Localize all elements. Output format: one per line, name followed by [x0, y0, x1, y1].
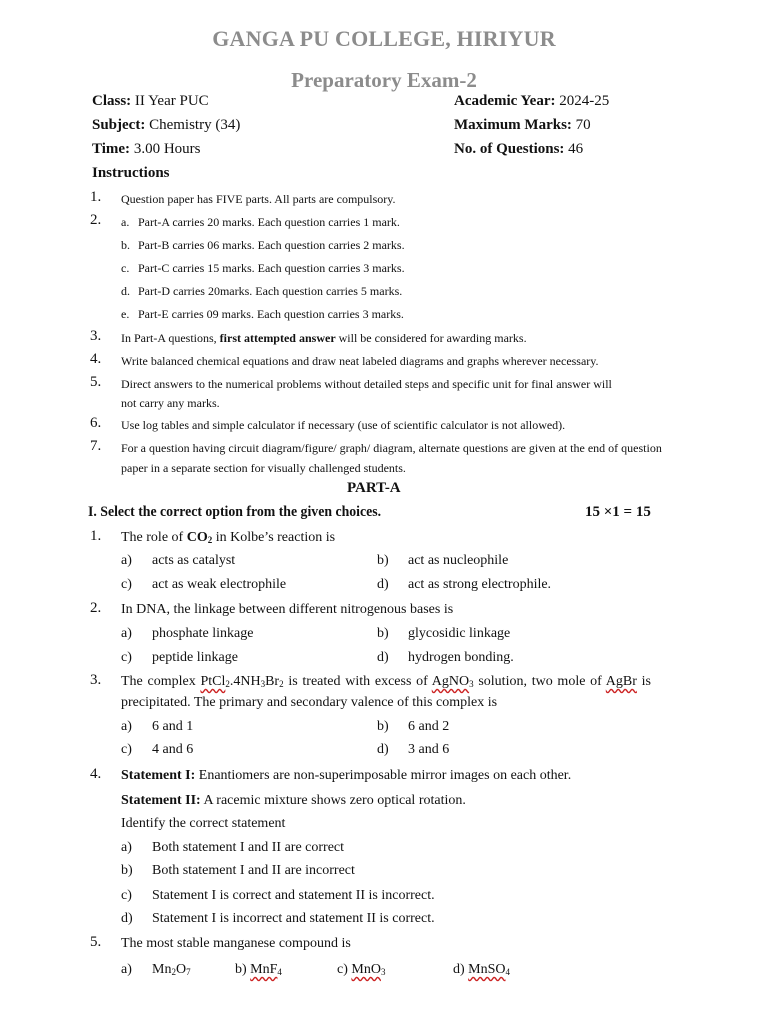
option-text: act as nucleophile — [408, 553, 509, 568]
sub-instruction-number: e. — [121, 307, 130, 321]
sub-instruction-text: Part-C carries 15 marks. Each question carries 3 marks. — [138, 261, 405, 275]
part-a-heading: PART-A — [347, 480, 401, 496]
option-text: Statement I is incorrect and statement II is correct. — [152, 911, 435, 926]
option-text: c) MnO$_3$ — [337, 962, 386, 977]
option-label: a) — [121, 840, 132, 855]
section-title: I. Select the correct option from the given choices. — [88, 504, 382, 520]
subject-info: Subject: Chemistry (34) — [92, 117, 241, 133]
question-text: In DNA, the linkage between different nitrogenous bases is — [121, 602, 454, 617]
time-info: Time: 3.00 Hours — [92, 141, 201, 157]
maximum-marks: Maximum Marks: 70 — [454, 117, 591, 133]
sub-instruction-text: Part-D carries 20marks. Each question carries 5 marks. — [138, 284, 403, 298]
instruction-text: Write balanced chemical equations and draw neat labeled diagrams and graphs wherever necessary. — [121, 354, 599, 368]
option-label: d) — [121, 911, 133, 926]
option-label: b) — [377, 553, 389, 568]
option-text: glycosidic linkage — [408, 626, 511, 641]
question-text: The most stable manganese compound is — [121, 936, 351, 951]
instructions-heading: Instructions — [92, 165, 170, 181]
question-number: 5. — [90, 934, 102, 950]
class-info: Class: II Year PUC — [92, 93, 209, 109]
option-text: 6 and 1 — [152, 719, 194, 734]
academic-year: Academic Year: 2024-25 — [454, 93, 610, 109]
exam-title: Preparatory Exam-2 — [291, 68, 477, 92]
sub-instruction-number: c. — [121, 261, 130, 275]
option-label: a) — [121, 719, 132, 734]
option-text: phosphate linkage — [152, 626, 254, 641]
question-number: 3. — [90, 672, 102, 688]
option-text: hydrogen bonding. — [408, 650, 514, 665]
question-prompt: Identify the correct statement — [121, 816, 286, 831]
instruction-text: In Part-A questions, first attempted answer will be considered for awarding marks. — [121, 331, 527, 345]
option-label: a) — [121, 626, 132, 641]
instruction-number: 4. — [90, 351, 102, 367]
instruction-text: Direct answers to the numerical problems without detailed steps and specific unit for final answer will — [121, 377, 612, 391]
option-text: Statement I is correct and statement II is incorrect. — [152, 888, 435, 903]
question-text-cont: precipitated. The primary and secondary valence of this complex is — [121, 695, 498, 710]
instruction-number: 2. — [90, 212, 102, 228]
option-label: c) — [121, 742, 132, 757]
question-text: The complex $PtCl_2.4NH_3Br_2$ is treated with excess of AgNO$_3$ solution, two mole of AgBr is — [121, 674, 651, 689]
option-text: Both statement I and II are incorrect — [152, 863, 355, 878]
option-label: b) — [377, 719, 389, 734]
option-label: b) — [121, 863, 133, 878]
instruction-text: For a question having circuit diagram/figure/ graph/ diagram, alternate questions are given at the end of question — [121, 441, 662, 455]
instruction-number: 5. — [90, 374, 102, 390]
instruction-text: Question paper has FIVE parts. All parts are compulsory. — [121, 192, 396, 206]
option-text: peptide linkage — [152, 650, 238, 665]
option-label: a) — [121, 962, 132, 977]
option-label: b) — [377, 626, 389, 641]
instruction-text-cont: not carry any marks. — [121, 396, 220, 410]
option-label: c) — [121, 577, 132, 592]
option-label: d) — [377, 742, 389, 757]
instruction-text-cont: paper in a separate section for visually challenged students. — [121, 461, 406, 475]
option-text: 3 and 6 — [408, 742, 450, 757]
option-text: acts as catalyst — [152, 553, 236, 568]
option-text: 4 and 6 — [152, 742, 194, 757]
section-marks: 15 ×1 = 15 — [585, 504, 651, 520]
sub-instruction-text: Part-B carries 06 marks. Each question carries 2 marks. — [138, 238, 405, 252]
instruction-number: 7. — [90, 438, 102, 454]
instruction-number: 6. — [90, 415, 102, 431]
sub-instruction-number: b. — [121, 238, 130, 252]
statement-one: Statement I: Enantiomers are non-superimposable mirror images on each other. — [121, 768, 572, 783]
option-text: $Mn_2O_7$ — [152, 962, 191, 977]
option-text: act as strong electrophile. — [408, 577, 552, 592]
question-number: 2. — [90, 600, 102, 616]
question-number: 1. — [90, 528, 102, 544]
option-label: d) — [377, 577, 389, 592]
sub-instruction-number: d. — [121, 284, 130, 298]
option-text: d) MnSO$_4$ — [453, 962, 511, 977]
sub-instruction-text: Part-E carries 09 marks. Each question carries 3 marks. — [138, 307, 404, 321]
sub-instruction-number: a. — [121, 215, 130, 229]
option-label: c) — [121, 650, 132, 665]
sub-instruction-text: Part-A carries 20 marks. Each question carries 1 mark. — [138, 215, 400, 229]
option-text: act as weak electrophile — [152, 577, 287, 592]
instruction-number: 3. — [90, 328, 102, 344]
option-label: d) — [377, 650, 389, 665]
number-of-questions: No. of Questions: 46 — [454, 141, 584, 157]
option-label: a) — [121, 553, 132, 568]
statement-two: Statement II: A racemic mixture shows zero optical rotation. — [121, 793, 466, 808]
option-text: 6 and 2 — [408, 719, 450, 734]
option-label: c) — [121, 888, 132, 903]
option-text: b) MnF$_4$ — [235, 962, 282, 977]
question-text: The role of $CO_2$ in Kolbe’s reaction is — [121, 530, 336, 545]
college-name: GANGA PU COLLEGE, HIRIYUR — [212, 26, 556, 51]
option-text: Both statement I and II are correct — [152, 840, 345, 855]
question-number: 4. — [90, 766, 102, 782]
instruction-text: Use log tables and simple calculator if necessary (use of scientific calculator is not allowed). — [121, 418, 566, 432]
instruction-number: 1. — [90, 189, 102, 205]
